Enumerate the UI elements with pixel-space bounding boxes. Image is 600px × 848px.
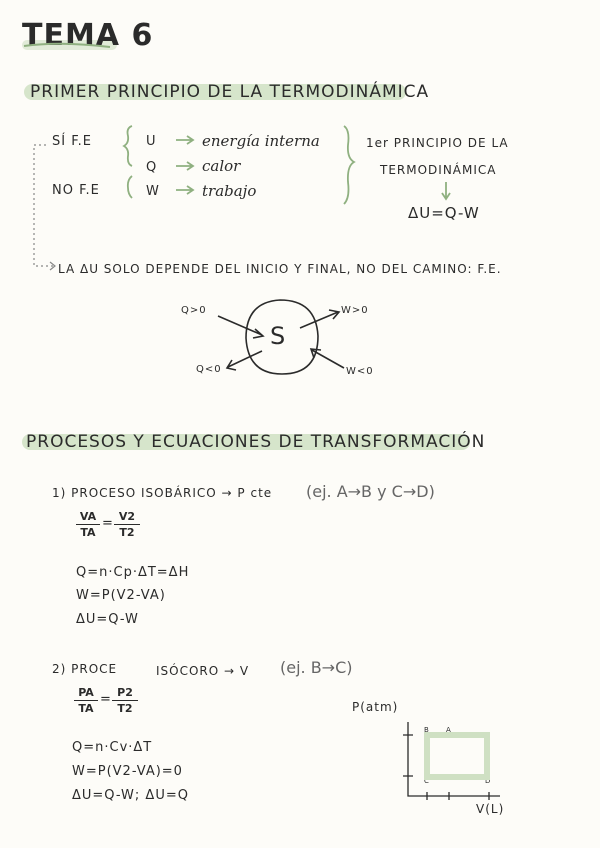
section1-heading: PRIMER PRINCIPIO DE LA TERMODINÁMICA: [30, 82, 430, 102]
process2-frac-left-den: TA: [78, 702, 94, 715]
process2-frac-right-num: P2: [117, 686, 133, 699]
graph-point-d: D: [485, 777, 491, 785]
process2-frac-left-num: PA: [78, 686, 94, 699]
w-out-label: W>0: [341, 305, 369, 316]
var-q-symbol: Q: [146, 160, 158, 175]
var-w-meaning: trabajo: [202, 182, 257, 200]
process2-eq1: Q=n·Cv·ΔT: [72, 740, 153, 755]
equals-sign: =: [102, 516, 113, 531]
path-note: LA ΔU SOLO DEPENDE DEL INICIO Y FINAL, NO DEL CAMINO: F.E.: [58, 262, 502, 276]
si-fe-label: SÍ F.E: [52, 134, 92, 149]
process1-frac-right-den: T2: [119, 526, 135, 539]
w-in-label: W<0: [346, 366, 374, 377]
process1-eq2: W=P(V2-VA): [76, 588, 166, 603]
no-fe-label: NO F.E: [52, 183, 100, 198]
dotted-connector: [34, 145, 54, 266]
var-w-symbol: W: [146, 184, 160, 199]
process1-eq1: Q=n·Cp·ΔT=ΔH: [76, 565, 190, 580]
section2-heading: PROCESOS Y ECUACIONES DE TRANSFORMACIÓN: [26, 432, 486, 452]
graph-point-b: B: [424, 726, 429, 734]
equals-sign: =: [100, 692, 111, 707]
process2-title-a: 2) PROCE: [52, 662, 118, 676]
green-arrows: [176, 136, 450, 199]
principle-equation: ΔU=Q-W: [408, 204, 480, 222]
process1-frac-right-num: V2: [118, 510, 136, 523]
var-u-symbol: U: [146, 134, 157, 149]
brace-right: [344, 126, 354, 204]
graph-point-a: A: [446, 726, 451, 734]
process1-title: 1) PROCESO ISOBÁRICO → P cte: [52, 486, 273, 500]
process1-frac-left-num: VA: [79, 510, 97, 523]
process1-example: (ej. A→B y C→D): [306, 482, 435, 501]
graph-xlabel: V(L): [476, 802, 505, 816]
var-u-meaning: energía interna: [202, 132, 320, 150]
principle-line1: 1er PRINCIPIO DE LA: [366, 136, 509, 150]
var-q-meaning: calor: [202, 157, 241, 175]
process2-frac-right-den: T2: [117, 702, 133, 715]
brace-left-top: [124, 126, 132, 166]
brace-left-bottom: [128, 176, 132, 198]
cycle-highlight: [427, 735, 487, 777]
q-out-label: Q<0: [196, 364, 222, 375]
process1-frac-left-den: TA: [80, 526, 96, 539]
page-title: TEMA 6: [22, 18, 154, 53]
process2-example: (ej. B→C): [280, 658, 353, 677]
q-in-label: Q>0: [181, 305, 207, 316]
system-arrows: [218, 310, 344, 370]
title-underline: [24, 44, 110, 47]
system-label: S: [270, 322, 286, 350]
graph-ylabel: P(atm): [352, 700, 399, 714]
principle-line2: TERMODINÁMICA: [380, 163, 497, 177]
process2-eq3: ΔU=Q-W; ΔU=Q: [72, 788, 189, 803]
process2-title-b: ISÓCORO → V: [156, 664, 250, 678]
process2-eq2: W=P(V2-VA)=0: [72, 764, 183, 779]
process1-eq3: ΔU=Q-W: [76, 612, 139, 627]
graph-point-c: C: [424, 777, 429, 785]
